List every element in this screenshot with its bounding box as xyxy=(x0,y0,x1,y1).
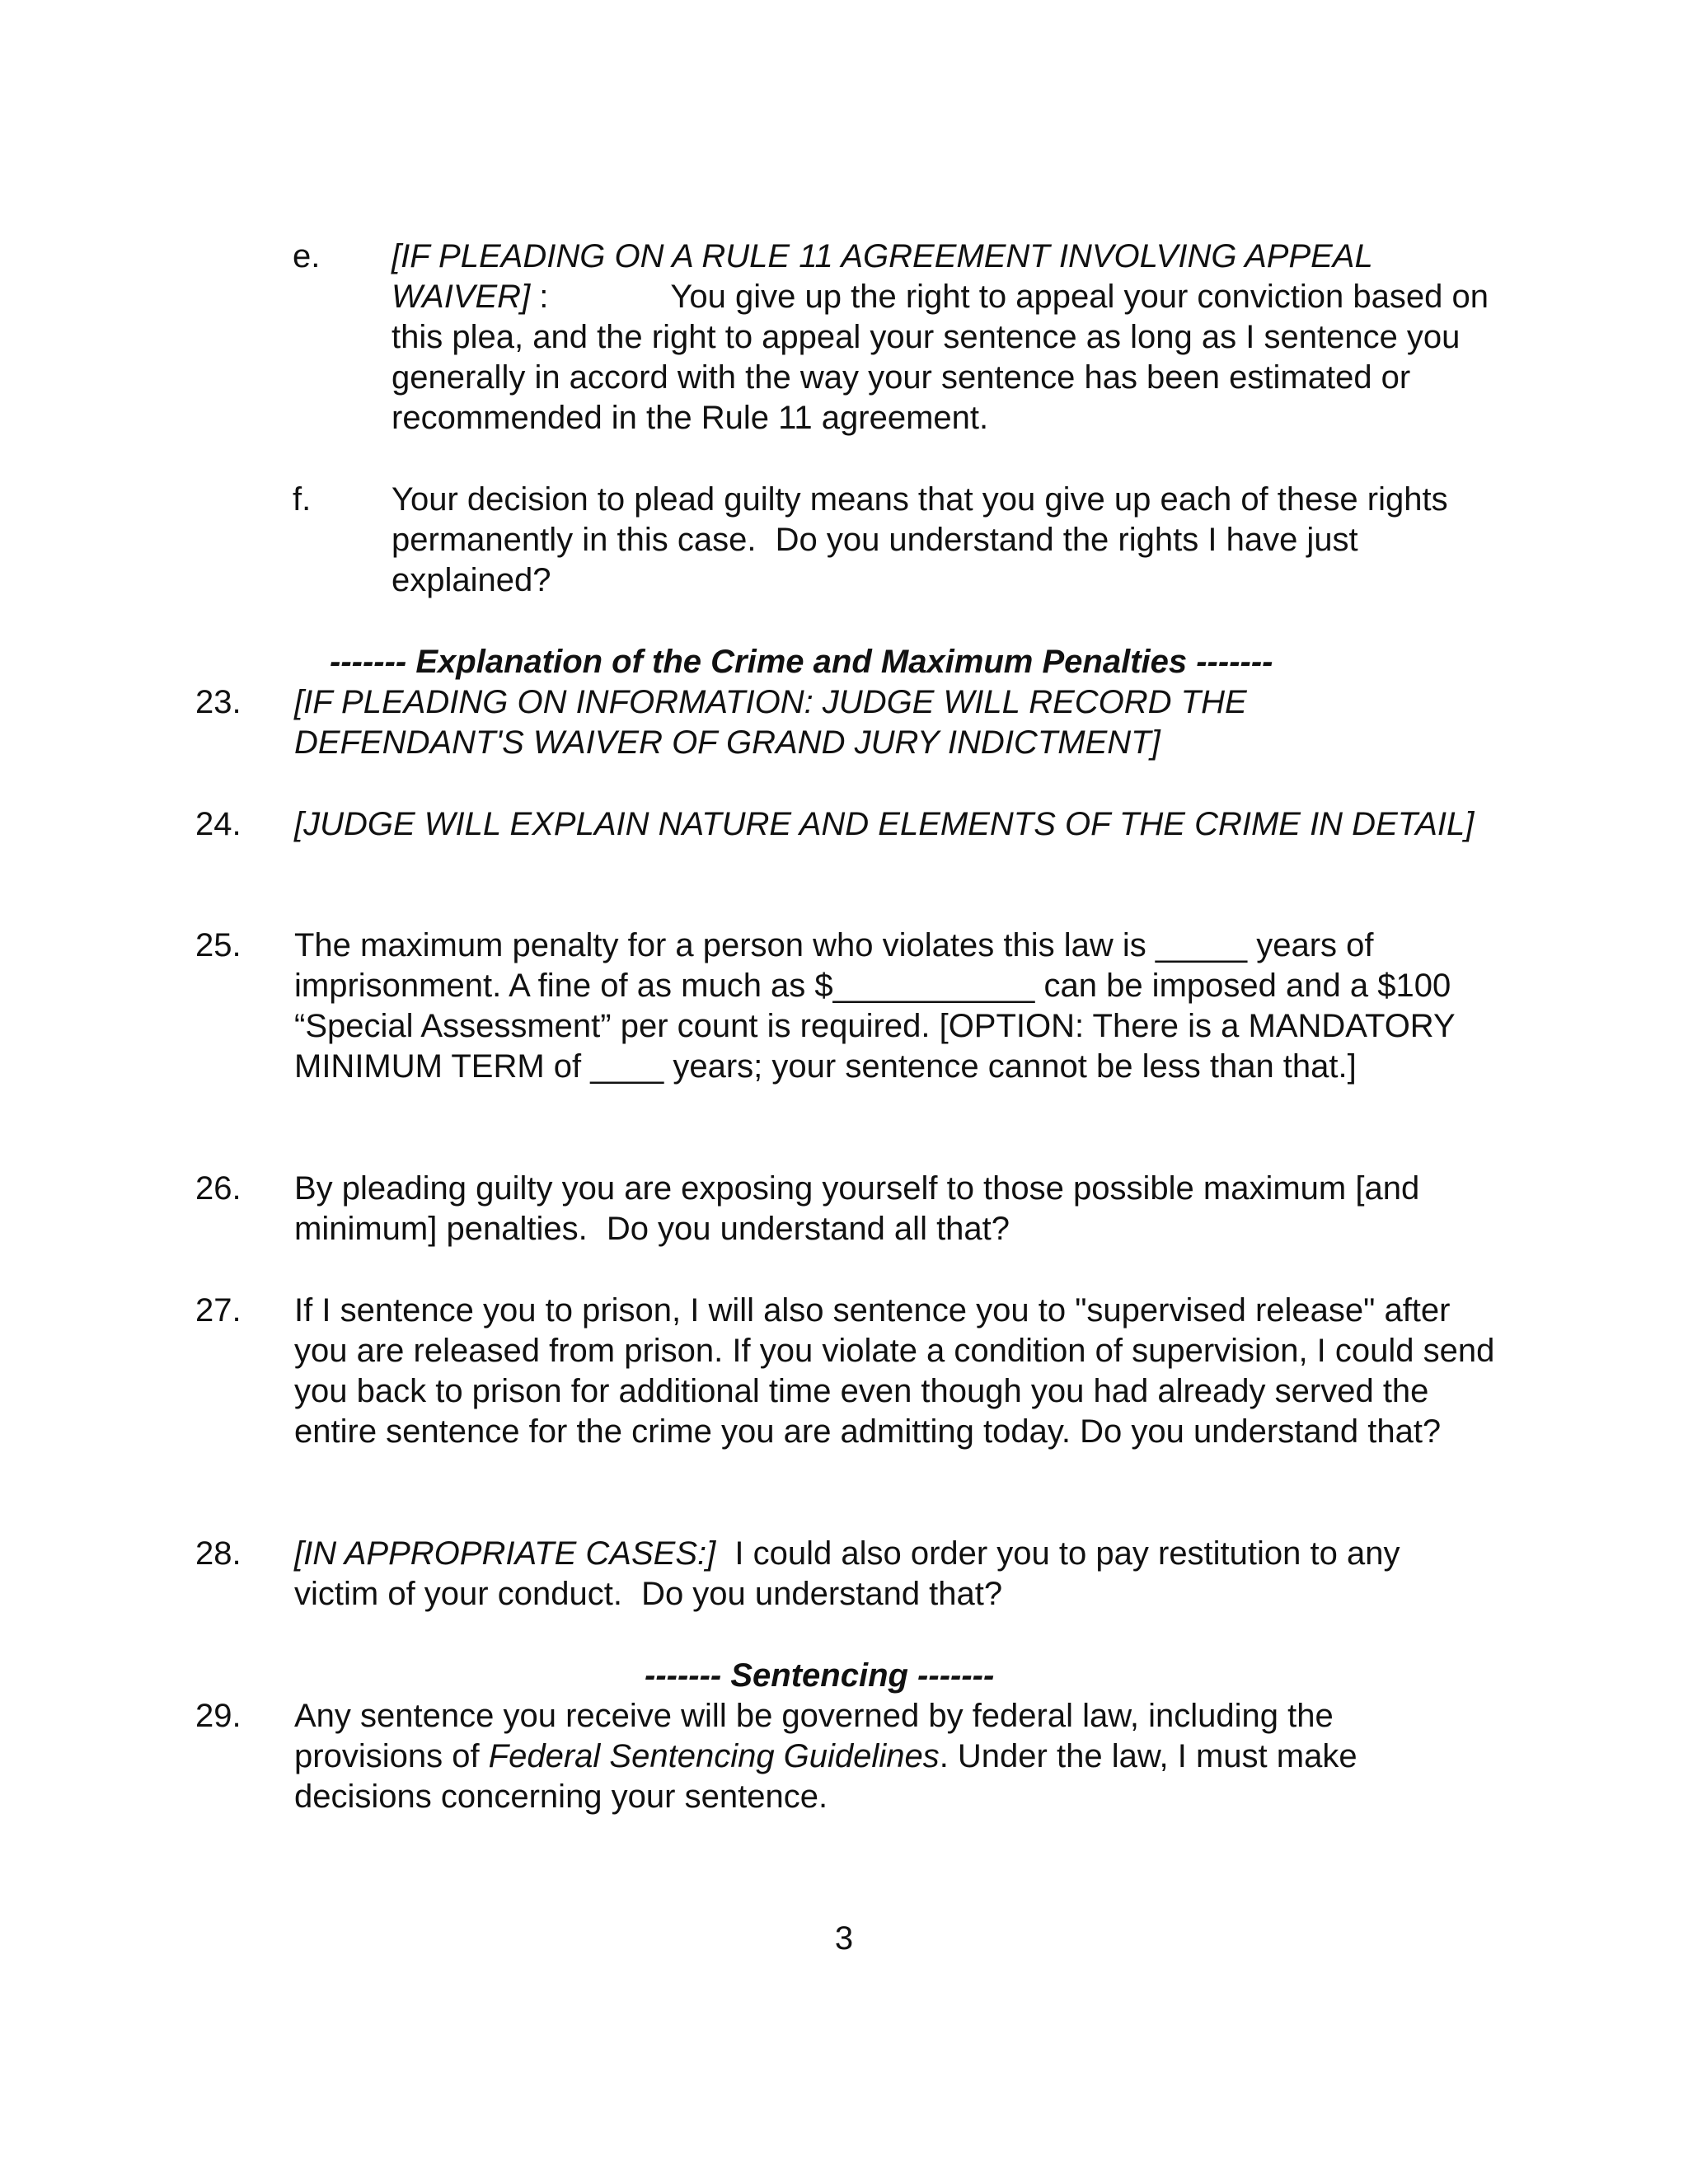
list-marker: 24. xyxy=(195,806,241,842)
list-marker: 29. xyxy=(195,1698,241,1734)
item-text: The maximum penalty for a person who violates this law is _____ years of imprisonment. A fine of as much as $___________ can be imposed and a $100 “Special Assessment” per count is required. [OPTION: There is a MANDATORY MINIMUM TERM of ____ years; your sentence cannot be less than that.] xyxy=(294,927,1455,1085)
list-item-text xyxy=(294,1169,1465,1249)
list-marker: e. xyxy=(293,238,321,274)
item-text-before: Any sentence you receive will be governed by federal law, including the provisions of xyxy=(294,1698,1334,1774)
bracket-instruction: [IN APPROPRIATE CASES:] xyxy=(294,1535,716,1572)
bracket-instruction: [IF PLEADING ON INFORMATION: JUDGE WILL RECORD THE DEFENDANT'S WAIVER OF GRAND JURY INDICTMENT] xyxy=(294,684,1247,761)
list-item-text xyxy=(294,1696,1465,1817)
item-question: Do you understand all that? xyxy=(606,1211,1010,1247)
item-text: You give up the right to appeal your conviction based on this plea, and the right to appeal your sentence as long as I sentence you generally in accord with the way your sentence has been estimated or recommended in the Rule 11 agreement. xyxy=(392,279,1489,436)
list-marker: f. xyxy=(293,481,312,518)
colon: : xyxy=(530,279,549,315)
item-text: By pleading guilty you are exposing yourself to those possible maximum [and minimum] penalties. xyxy=(294,1170,1420,1247)
item-text: If I sentence you to prison, I will also sentence you to "supervised release" after you are released from prison. If you violate a condition of supervision, I could send you back to prison for additional time even though you had already served the entire sentence for the crime you are admitting today. Do you understand that? xyxy=(294,1292,1495,1450)
item-text: Your decision to plead guilty means that you give up each of these rights permanently in this case. xyxy=(392,481,1448,558)
bracket-instruction: [JUDGE WILL EXPLAIN NATURE AND ELEMENTS OF THE CRIME IN DETAIL] xyxy=(294,806,1475,842)
section-heading-sentencing: ------- Sentencing ------- xyxy=(645,1657,995,1694)
section-heading-penalties: ------- Explanation of the Crime and Maximum Penalties ------- xyxy=(330,644,1273,680)
list-marker: 26. xyxy=(195,1170,241,1207)
list-item-text xyxy=(392,237,1496,438)
list-marker: 23. xyxy=(195,684,241,720)
list-item-text xyxy=(294,1534,1465,1615)
page-number: 3 xyxy=(834,1920,854,1957)
guidelines-title: Federal Sentencing Guidelines xyxy=(488,1738,940,1774)
item-question: Do you understand that? xyxy=(641,1576,1003,1612)
list-marker: 27. xyxy=(195,1292,241,1329)
list-marker: 25. xyxy=(195,927,241,963)
item-question: Do you understand the rights I have just explained? xyxy=(392,522,1358,598)
bracket-instruction: [IF PLEADING ON A RULE 11 AGREEMENT INVOLVING APPEAL WAIVER] xyxy=(392,238,1372,315)
list-marker: 28. xyxy=(195,1535,241,1572)
item-text-after: . Under the law, I must make decisions concerning your sentence. xyxy=(294,1738,1357,1815)
item-text: I could also order you to pay restitution to any victim of your conduct. xyxy=(294,1535,1400,1612)
list-item-text xyxy=(392,480,1496,601)
